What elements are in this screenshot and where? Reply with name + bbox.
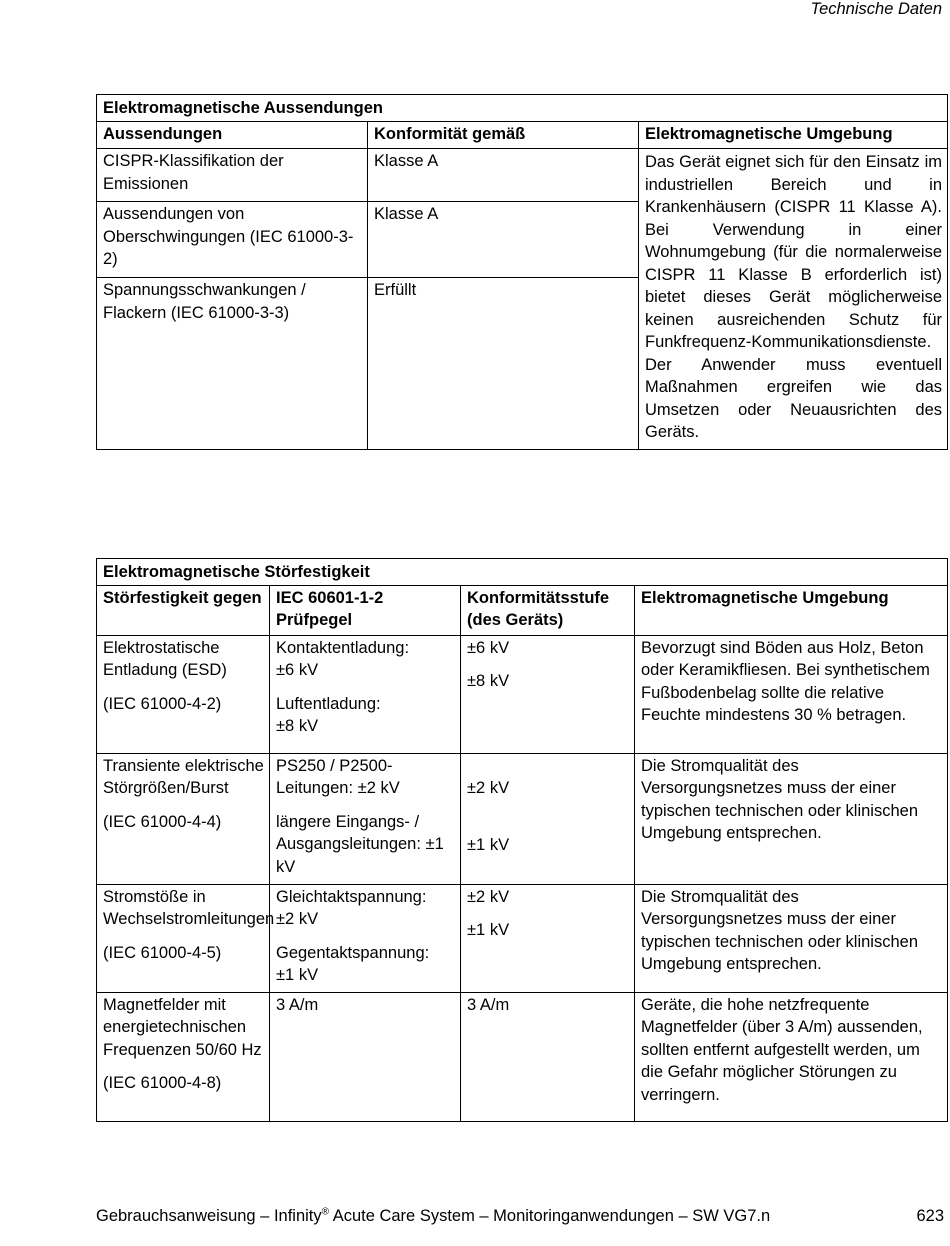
table-row [97, 884, 948, 992]
test-level-label: Luftentladung: [276, 694, 381, 713]
table-row [97, 992, 948, 1121]
test-level-cell [270, 635, 461, 753]
footer-text-before: Gebrauchsanweisung – Infinity [96, 1207, 322, 1225]
test-level-cell [270, 753, 461, 884]
test-level-cell [270, 884, 461, 992]
environment-cell: Bevorzugt sind Böden aus Holz, Beton oder Keramikfliesen. Bei synthetischem Fußbodenbelag sollte die relative Feuchte mindestens 30 % betragen. [635, 635, 948, 753]
environment-cell: Die Stromqualität des Versorgungsnetzes muss der einer typischen technischen oder klinischen Umgebung entsprechen. [635, 753, 948, 884]
test-level-value: ±6 kV [276, 661, 319, 679]
immunity-test-cell [97, 992, 270, 1121]
immunity-table [96, 558, 948, 1122]
test-standard: (IEC 61000-4-4) [103, 812, 222, 831]
test-level-text: PS250 / P2500-Leitungen: ±2 kV [276, 756, 400, 797]
immunity-header-row [97, 585, 948, 635]
compliance-value: ±2 kV [467, 779, 510, 797]
test-level-label: Gleichtaktspannung: [276, 887, 427, 906]
test-level-value: ±1 kV [276, 966, 319, 984]
table-row [97, 753, 948, 884]
column-header: IEC 60601-1-2 Prüfpegel [270, 585, 461, 635]
emissions-table [96, 94, 948, 450]
immunity-test-cell [97, 884, 275, 992]
page-number: 623 [916, 1207, 944, 1225]
conformity-cell: Erfüllt [368, 278, 639, 450]
conformity-cell: Klasse A [368, 149, 639, 202]
emission-cell: CISPR-Klassifikation der Emissionen [97, 149, 368, 202]
compliance-value: ±6 kV [467, 638, 510, 657]
emissions-table-caption: Elektromagnetische Aussendungen [97, 95, 948, 122]
registered-mark: ® [321, 1206, 330, 1218]
immunity-test-cell [97, 635, 270, 753]
test-level-label: Kontaktentladung: [276, 638, 410, 657]
compliance-value: ±2 kV [467, 887, 510, 906]
test-level-text: längere Eingangs- / Ausgangsleitungen: ±1 kV [276, 812, 444, 876]
column-header: Aussendungen [97, 121, 368, 149]
immunity-test-cell [97, 753, 270, 884]
test-level-value: ±8 kV [276, 717, 319, 735]
column-header: Elektromagnetische Umgebung [639, 121, 948, 149]
compliance-cell [461, 884, 635, 992]
table-row [97, 149, 948, 202]
column-header: Elektromagnetische Umgebung [635, 585, 948, 635]
emissions-header-row [97, 121, 948, 149]
compliance-value: ±1 kV [467, 835, 510, 854]
test-name: Transiente elektrische Störgrößen/Burst [103, 756, 264, 797]
footer-title [96, 1205, 770, 1227]
compliance-value: ±8 kV [467, 672, 510, 690]
footer-text-after: Acute Care System – Monitoringanwendungen – SW VG7.n [329, 1207, 771, 1225]
test-name: Stromstöße in Wechselstromleitungen [103, 887, 275, 928]
emissions-environment-cell: Das Gerät eignet sich für den Einsatz im industriellen Bereich und in Krankenhäusern (CISPR 11 Klasse A). Bei Verwendung in einer Wohnumgebung (für die normalerweise CISPR 11 Klasse B erforderlich ist) bietet dieses Gerät möglicherweise keinen ausreichenden Schutz für Funkfrequenz-Kommunikationsdienste. Der Anwender muss eventuell Maßnahmen ergreifen wie das Umsetzen oder Neuausrichten des Geräts. [639, 149, 948, 450]
compliance-cell [461, 753, 635, 884]
test-standard: (IEC 61000-4-8) [103, 1074, 222, 1092]
test-standard: (IEC 61000-4-5) [103, 943, 222, 962]
column-header: Störfestigkeit gegen [97, 585, 270, 635]
test-level-value: ±2 kV [276, 910, 319, 928]
test-level-label: Gegentaktspannung: [276, 943, 430, 962]
running-header: Technische Daten [810, 0, 942, 18]
compliance-cell [461, 635, 635, 753]
test-level-cell: 3 A/m [270, 992, 461, 1121]
compliance-cell: 3 A/m [461, 992, 635, 1121]
compliance-value: ±1 kV [467, 921, 510, 939]
test-name: Elektrostatische Entladung (ESD) [103, 638, 227, 679]
environment-cell: Geräte, die hohe netzfrequente Magnetfelder (über 3 A/m) aussenden, sollten entfernt aufgestellt werden, um die Gefahr möglicher Störungen zu verringern. [635, 992, 948, 1121]
immunity-table-caption: Elektromagnetische Störfestigkeit [97, 559, 948, 586]
column-header: Konformitätsstufe (des Geräts) [461, 585, 635, 635]
table-row [97, 635, 948, 753]
test-standard: (IEC 61000-4-2) [103, 694, 222, 713]
test-name: Magnetfelder mit energietechnischen Frequenzen 50/60 Hz [103, 995, 262, 1059]
conformity-cell: Klasse A [368, 202, 639, 278]
emission-cell: Spannungsschwankungen / Flackern (IEC 61000-3-3) [97, 278, 368, 450]
environment-cell: Die Stromqualität des Versorgungsnetzes muss der einer typischen technischen oder klinischen Umgebung entsprechen. [635, 884, 948, 992]
emission-cell: Aussendungen von Oberschwingungen (IEC 61000-3-2) [97, 202, 368, 278]
column-header: Konformität gemäß [368, 121, 639, 149]
